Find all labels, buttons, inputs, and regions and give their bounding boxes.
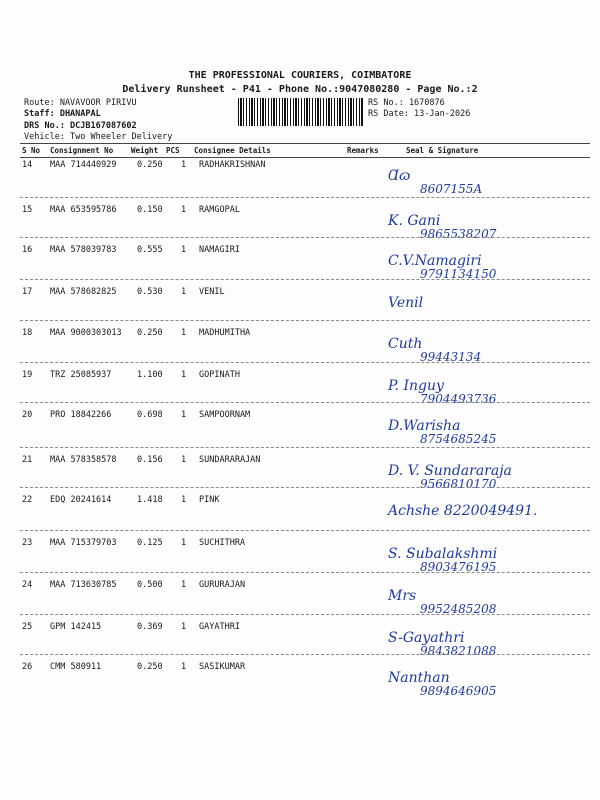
- signature-phone: 9865538207: [420, 227, 497, 241]
- signature-name: Venil: [388, 295, 424, 311]
- row-sno: 19: [22, 370, 33, 380]
- row-consignment-no: MAA 715379703: [50, 538, 117, 548]
- row-consignment-no: MAA 653595786: [50, 205, 117, 215]
- row-pcs: 1: [181, 580, 187, 590]
- row-pcs: 1: [181, 328, 187, 338]
- row-divider: [20, 487, 590, 488]
- row-consignee: SUCHITHRA: [199, 538, 246, 548]
- drs-number: DRS No.: DCJB167087602: [24, 121, 137, 131]
- row-pcs: 1: [181, 287, 187, 297]
- row-sno: 22: [22, 495, 33, 505]
- runsheet-subtitle: Delivery Runsheet - P41 - Phone No.:9047080280 - Page No.:2: [122, 84, 478, 95]
- vehicle-line: Vehicle: Two Wheeler Delivery: [24, 132, 173, 142]
- row-consignment-no: EDQ 20241614: [50, 495, 112, 505]
- row-weight: 0.500: [137, 580, 163, 590]
- header-rule-top: [20, 143, 590, 144]
- rs-date: RS Date: 13-Jan-2026: [368, 109, 471, 119]
- row-weight: 0.250: [137, 662, 163, 672]
- row-consignee: RADHAKRISHNAN: [199, 160, 266, 170]
- row-weight: 1.418: [137, 495, 163, 505]
- row-consignment-no: GPM 142415: [50, 622, 102, 632]
- row-consignment-no: MAA 9000303013: [50, 328, 122, 338]
- row-sno: 17: [22, 287, 33, 297]
- row-weight: 0.156: [137, 455, 163, 465]
- barcode: [238, 98, 364, 126]
- row-weight: 0.150: [137, 205, 163, 215]
- row-weight: 0.125: [137, 538, 163, 548]
- row-pcs: 1: [181, 495, 187, 505]
- row-pcs: 1: [181, 160, 187, 170]
- row-pcs: 1: [181, 662, 187, 672]
- signature-name: K. Gani: [388, 213, 441, 229]
- rs-number: RS No.: 1670876: [368, 98, 445, 108]
- row-weight: 0.250: [137, 160, 163, 170]
- signature-name: Ɑɷ: [388, 168, 411, 184]
- signature-name: P. Inguy: [388, 378, 444, 394]
- row-consignment-no: MAA 713630785: [50, 580, 117, 590]
- row-consignment-no: CMM 580911: [50, 662, 102, 672]
- row-divider: [20, 197, 590, 198]
- signature-name: C.V.Namagiri: [388, 253, 482, 269]
- column-header: [0, 146, 600, 157]
- row-divider: [20, 362, 590, 363]
- row-divider: [20, 279, 590, 280]
- row-weight: 0.698: [137, 410, 163, 420]
- row-sno: 25: [22, 622, 33, 632]
- signature-name: S-Gayathri: [388, 630, 465, 646]
- row-sno: 24: [22, 580, 33, 590]
- row-pcs: 1: [181, 455, 187, 465]
- col-seal: Seal & Signature: [406, 146, 479, 155]
- row-weight: 0.530: [137, 287, 163, 297]
- row-consignee: PINK: [199, 495, 220, 505]
- row-pcs: 1: [181, 410, 187, 420]
- row-pcs: 1: [181, 538, 187, 548]
- signature-phone: 7904493736: [420, 392, 497, 406]
- signature-phone: 8754685245: [420, 432, 497, 446]
- row-divider: [20, 654, 590, 655]
- row-sno: 14: [22, 160, 33, 170]
- row-consignment-no: MAA 578358578: [50, 455, 117, 465]
- row-weight: 0.369: [137, 622, 163, 632]
- row-sno: 16: [22, 245, 33, 255]
- row-consignee: SASIKUMAR: [199, 662, 246, 672]
- signature-phone: 9843821088: [420, 644, 497, 658]
- row-sno: 26: [22, 662, 33, 672]
- row-weight: 0.555: [137, 245, 163, 255]
- row-consignee: NAMAGIRI: [199, 245, 240, 255]
- signature-phone: 8903476195: [420, 560, 497, 574]
- row-divider: [20, 530, 590, 531]
- row-consignee: GAYATHRI: [199, 622, 240, 632]
- signature-name: Mrs: [388, 588, 417, 604]
- staff-line: Staff: DHANAPAL: [24, 109, 101, 119]
- row-consignment-no: MAA 578682825: [50, 287, 117, 297]
- row-pcs: 1: [181, 245, 187, 255]
- row-divider: [20, 447, 590, 448]
- row-pcs: 1: [181, 370, 187, 380]
- row-divider: [20, 614, 590, 615]
- row-consignee: SAMPOORNAM: [199, 410, 251, 420]
- row-sno: 23: [22, 538, 33, 548]
- route-line: Route: NAVAVOOR PIRIVU: [24, 98, 137, 108]
- signature-phone: 9952485208: [420, 602, 497, 616]
- row-divider: [20, 572, 590, 573]
- row-weight: 0.250: [137, 328, 163, 338]
- col-remarks: Remarks: [347, 146, 379, 155]
- signature-name: D.Warisha: [388, 418, 461, 434]
- signature-name: S. Subalakshmi: [388, 546, 498, 562]
- signature-phone: 99443134: [420, 350, 482, 364]
- row-divider: [20, 402, 590, 403]
- row-pcs: 1: [181, 205, 187, 215]
- col-weight: Weight: [131, 146, 159, 155]
- row-consignee: MADHUMITHA: [199, 328, 251, 338]
- row-sno: 18: [22, 328, 33, 338]
- document-title: THE PROFESSIONAL COURIERS, COIMBATORE: [188, 70, 412, 81]
- row-consignee: VENIL: [199, 287, 225, 297]
- row-consignee: GOPINATH: [199, 370, 240, 380]
- signature-name: D. V. Sundararaja: [388, 463, 512, 479]
- header-rule-bottom: [20, 157, 590, 158]
- col-consignment: Consignment No: [50, 146, 114, 155]
- signature-phone: 9791134150: [420, 267, 497, 281]
- row-consignee: RAMGOPAL: [199, 205, 240, 215]
- row-consignment-no: PRO 18842266: [50, 410, 112, 420]
- row-sno: 15: [22, 205, 33, 215]
- row-divider: [20, 320, 590, 321]
- row-consignee: SUNDARARAJAN: [199, 455, 261, 465]
- col-sno: S No: [22, 146, 41, 155]
- signature-name: Nanthan: [388, 670, 450, 686]
- row-divider: [20, 237, 590, 238]
- row-consignment-no: MAA 714440929: [50, 160, 117, 170]
- row-consignment-no: TRZ 25085937: [50, 370, 112, 380]
- row-pcs: 1: [181, 622, 187, 632]
- row-consignment-no: MAA 578039783: [50, 245, 117, 255]
- row-consignee: GURURAJAN: [199, 580, 246, 590]
- row-sno: 21: [22, 455, 33, 465]
- row-weight: 1.100: [137, 370, 163, 380]
- row-sno: 20: [22, 410, 33, 420]
- rs-info: [368, 98, 470, 120]
- signature-phone: 8607155A: [420, 182, 483, 196]
- signature-phone: 9894646905: [420, 684, 497, 698]
- col-pcs: PCS: [166, 146, 180, 155]
- signature-name: Achshe 8220049491.: [388, 503, 538, 519]
- signature-name: Cuth: [388, 336, 423, 352]
- col-consignee: Consignee Details: [194, 146, 271, 155]
- signature-phone: 9566810170: [420, 477, 497, 491]
